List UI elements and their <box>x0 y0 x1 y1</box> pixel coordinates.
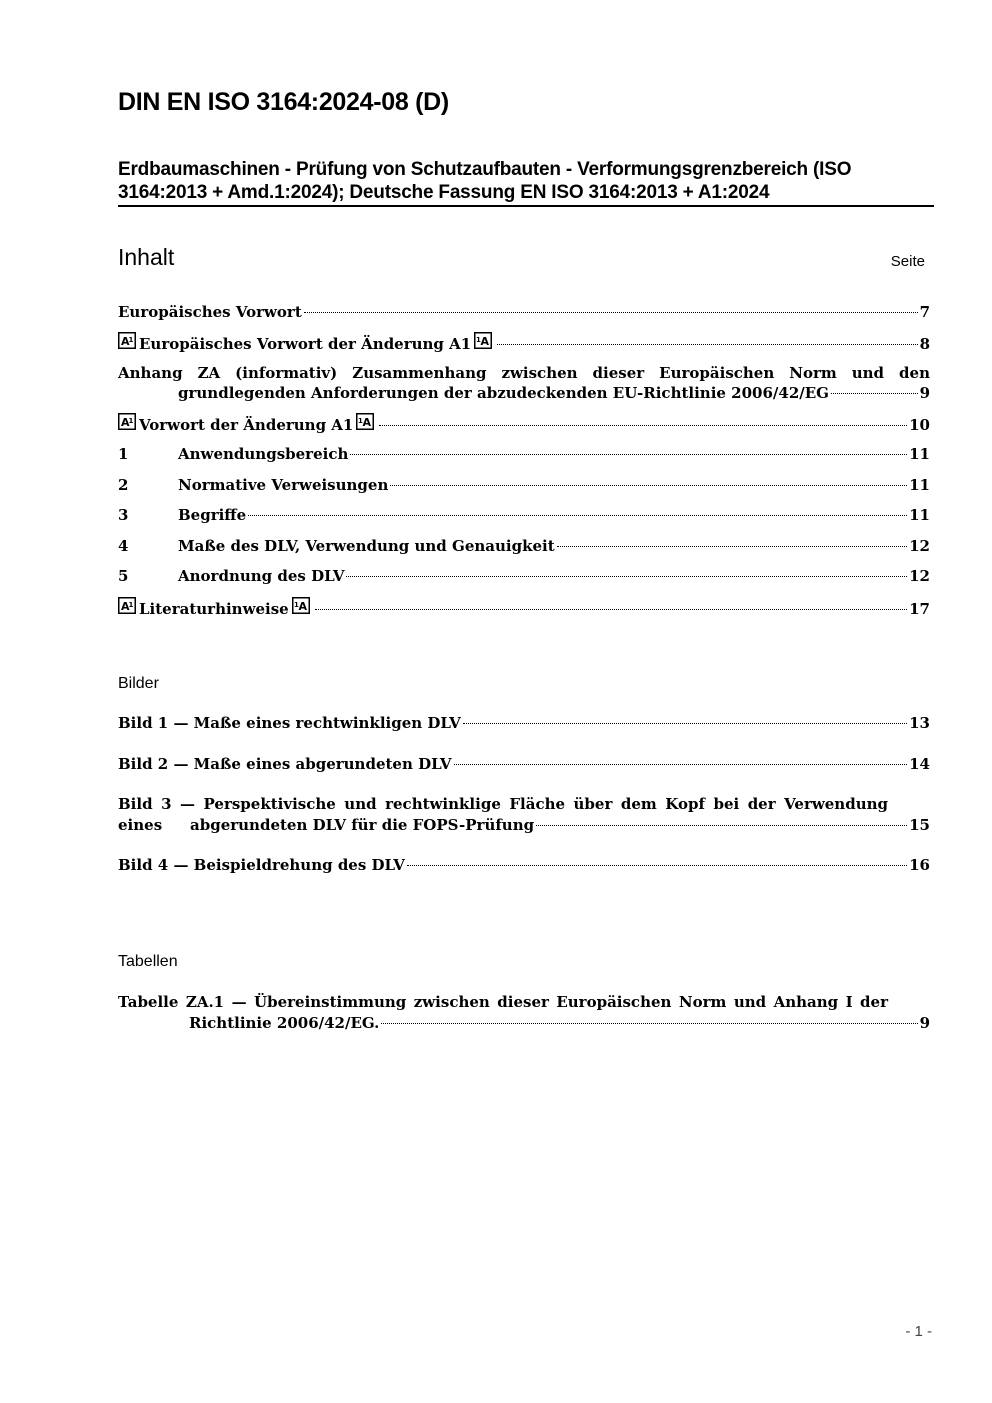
toc-page-number: 8 <box>919 335 930 353</box>
svg-text:A: A <box>362 416 372 429</box>
document-title <box>118 158 934 204</box>
svg-text:A: A <box>121 335 130 348</box>
toc-entry-amendment-preface[interactable] <box>118 413 930 436</box>
contents-heading: Inhalt <box>118 244 175 270</box>
toc-leader <box>248 515 907 516</box>
toc-page-number: 11 <box>909 506 930 524</box>
toc-entry-text: Normative Verweisungen <box>178 476 389 494</box>
svg-text:1: 1 <box>476 336 482 344</box>
toc-leader <box>407 865 907 866</box>
toc-figure-2[interactable] <box>118 754 930 775</box>
toc-leader <box>390 485 907 486</box>
toc-table-za1-line-2[interactable] <box>189 1013 930 1034</box>
svg-text:1: 1 <box>293 601 299 609</box>
document-number: DIN EN ISO 3164:2024-08 (D) <box>118 88 449 116</box>
toc-page-number: 9 <box>919 1014 930 1032</box>
toc-leader <box>315 609 907 610</box>
toc-clause-number: 2 <box>118 476 129 494</box>
toc-leader <box>454 764 908 765</box>
figures-heading: Bilder <box>118 675 159 692</box>
toc-figure-3-line-1[interactable]: Bild 3 — Perspektivische und rechtwinklige Fläche über dem Kopf bei der Verwendung eines <box>118 795 888 834</box>
toc-entry-text: Bild 1 — Maße eines rechtwinkligen DLV <box>118 714 461 732</box>
toc-entry-text: grundlegenden Anforderungen der abzudeckenden EU-Richtlinie 2006/42/EG <box>178 384 829 402</box>
svg-text:1: 1 <box>128 601 134 609</box>
toc-entry-text: Maße des DLV, Verwendung und Genauigkeit <box>178 537 555 555</box>
svg-text:1: 1 <box>358 417 364 425</box>
toc-entry-clause-1[interactable] <box>118 444 930 465</box>
toc-leader <box>536 825 907 826</box>
toc-page-number: 10 <box>909 416 930 434</box>
toc-clause-number: 1 <box>118 445 129 463</box>
toc-entry-clause-4[interactable] <box>118 536 930 557</box>
toc-entry-text: Bild 2 — Maße eines abgerundeten DLV <box>118 755 452 773</box>
toc-entry-text: Vorwort der Änderung A1 <box>139 416 354 434</box>
a1-end-icon <box>292 597 310 614</box>
toc-page-number: 17 <box>909 600 930 618</box>
toc-page-number: 14 <box>909 755 930 773</box>
toc-entry-text: abgerundeten DLV für die FOPS-Prüfung <box>190 816 535 834</box>
toc-leader <box>831 393 918 394</box>
toc-page-number: 16 <box>909 856 930 874</box>
toc-leader <box>346 576 907 577</box>
toc-page-number: 12 <box>909 567 930 585</box>
svg-text:A: A <box>121 600 130 613</box>
toc-entry-text: Richtlinie 2006/42/EG. <box>189 1014 380 1032</box>
page-number: - 1 - <box>905 1323 932 1340</box>
page-column-label: Seite <box>890 253 925 270</box>
toc-entry-text: Europäisches Vorwort der Änderung A1 <box>139 335 472 353</box>
toc-leader <box>350 454 907 455</box>
toc-entry-clause-5[interactable] <box>118 566 930 587</box>
a1-start-icon <box>118 413 136 430</box>
toc-entry-text: Begriffe <box>178 506 247 524</box>
toc-entry-text: Anwendungsbereich <box>178 445 349 463</box>
toc-figure-1[interactable] <box>118 713 930 734</box>
svg-text:A: A <box>480 335 490 348</box>
toc-clause-number: 5 <box>118 567 129 585</box>
toc-leader <box>304 312 918 313</box>
svg-text:A: A <box>298 600 307 613</box>
toc-page-number: 11 <box>909 445 930 463</box>
toc-page-number: 13 <box>909 714 930 732</box>
toc-table-za1-line-1[interactable]: Tabelle ZA.1 — Übereinstimmung zwischen dieser Europäischen Norm und Anhang I der <box>118 993 888 1011</box>
toc-entry-european-foreword[interactable] <box>118 302 930 323</box>
document-title-line-1: Erdbaumaschinen - Prüfung von Schutzaufbauten - Verformungsgrenzbereich (ISO <box>118 159 852 180</box>
a1-end-icon <box>474 332 492 349</box>
toc-entry-text: Literaturhinweise <box>139 600 289 618</box>
toc-page-number: 12 <box>909 537 930 555</box>
a1-end-icon <box>356 413 374 430</box>
svg-text:1: 1 <box>128 417 134 425</box>
toc-entry-amendment-foreword[interactable] <box>118 332 930 355</box>
svg-text:1: 1 <box>128 336 134 344</box>
toc-entry-text: Bild 4 — Beispieldrehung des DLV <box>118 856 405 874</box>
toc-leader <box>379 425 907 426</box>
document-title-line-2: 3164:2013 + Amd.1:2024); Deutsche Fassung EN ISO 3164:2013 + A1:2024 <box>118 182 770 203</box>
toc-figure-4[interactable] <box>118 855 930 876</box>
toc-page-number: 15 <box>909 816 930 834</box>
tables-heading: Tabellen <box>118 953 178 970</box>
toc-figure-3-line-2[interactable] <box>190 815 930 836</box>
toc-entry-bibliography[interactable] <box>118 597 930 620</box>
toc-page-number: 11 <box>909 476 930 494</box>
toc-page-number: 9 <box>919 384 930 402</box>
a1-start-icon <box>118 332 136 349</box>
svg-text:A: A <box>121 416 130 429</box>
toc-entry-annex-za-line-1[interactable]: Anhang ZA (informativ) Zusammenhang zwischen dieser Europäischen Norm und den <box>118 364 930 382</box>
a1-start-icon <box>118 597 136 614</box>
toc-entry-text: Europäisches Vorwort <box>118 303 302 321</box>
toc-entry-annex-za-line-2[interactable] <box>178 383 930 404</box>
toc-clause-number: 4 <box>118 537 129 555</box>
toc-leader <box>381 1023 917 1024</box>
toc-leader <box>557 546 907 547</box>
toc-entry-text: Anordnung des DLV <box>178 567 345 585</box>
toc-page-number: 7 <box>919 303 930 321</box>
toc-entry-clause-2[interactable] <box>118 475 930 496</box>
title-rule <box>118 205 934 207</box>
toc-entry-clause-3[interactable] <box>118 505 930 526</box>
toc-leader <box>463 723 907 724</box>
toc-clause-number: 3 <box>118 506 129 524</box>
toc-leader <box>497 344 917 345</box>
